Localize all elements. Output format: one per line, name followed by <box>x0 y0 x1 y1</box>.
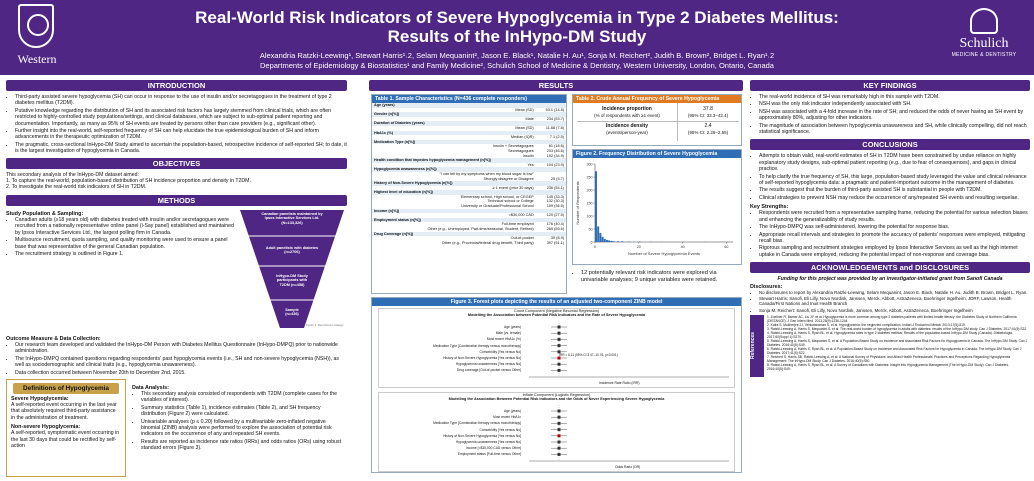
forest-count-title1: Count Component (Negative Binomial Regression) <box>513 309 600 313</box>
conclusion-bullet: • The results suggest that the burden of third-party assisted SH is substantial in people with T2DM. <box>759 187 1030 193</box>
table1-row-label: Out-of-pocket <box>510 236 534 241</box>
definitions-heading: Definitions of Hypoglycemia <box>13 383 119 394</box>
frequency-bar <box>608 240 610 242</box>
figure2-title: Figure 2. Frequency Distribution of Severe Hypoglycemia <box>573 150 741 158</box>
conclusion-bullet: • Attempts to obtain valid, real-world estimates of SH in T2DM have been constrained by undue reliance on highly explanatory study designs, sub-optimal patient reporting (e.g., due to fear of consequences), and gaps in clinical practice. <box>759 153 1030 172</box>
forest-marker <box>558 416 561 419</box>
definitions-box <box>6 379 126 477</box>
table2-divider <box>677 103 678 141</box>
forest-marker <box>558 434 561 437</box>
schulich-logo <box>946 8 1022 68</box>
univariable-note <box>572 270 740 285</box>
table1-row-value: 176 (40.4) <box>546 222 564 227</box>
table1-row-label: Insulin <box>522 153 534 158</box>
forest-row-label: Medication Type [Combination therapy versus monotherapy] <box>433 421 521 426</box>
poster-header <box>0 0 1034 75</box>
frequency-bar <box>610 241 612 242</box>
forest-marker <box>558 363 561 366</box>
y-tick-label: 250 <box>586 175 593 180</box>
affiliations: Departments of Epidemiology & Biostatistics¹ and Family Medicine², Schulich School of Medicine & Dentistry, Western University, London, Ontario, Canada <box>260 61 774 70</box>
strengths-title: Key Strengths: <box>750 204 789 211</box>
reference-item: 1. Zoellner R, Barner AC, Liu JY, et al. Hypoglycemia is more common among type 2 diabetes patients with limited health literacy: the Diabetes Study of Northern California (DISTANCE). J Gen Intern Med. 2013;28(9):1236-1244. <box>767 315 1017 324</box>
forest-row-label: Drug coverage [Out-of-pocket versus Other] <box>456 368 521 373</box>
references-block <box>750 315 1030 377</box>
strength-bullet: • The InHypo-DMPQ was self-administered, lowering the potential for response bias. <box>759 224 1030 230</box>
univariable-note-bullet: • 12 potentially relevant risk indicators were explored via univariable analyses; 9 unique variables were retained. <box>581 270 740 284</box>
key-findings-list <box>750 94 1030 135</box>
introduction-bullet: • Further insight into the real-world, self-reported frequency of SH can help elucidate the true epidemiological burden of SH and inform advancements in the therapeutic optimization of T2DM. <box>15 128 347 141</box>
reference-item: 4. Ratzki-Leewing A, Harris S, Ryan BL, et al. Hypoglycemia rates in type 2 diabetes mellitus: Results of the population-based InHypo-DM Study (Canada). Diabetologia. 2017;60(Suppl 1):S270. <box>767 331 1013 340</box>
table1-row-label: Yes <box>527 162 534 167</box>
table1-row-label: HbA1c (%) <box>372 131 536 136</box>
acknowledgements-heading: ACKNOWLEDGEMENTS and DISCLOSURES <box>750 262 1030 273</box>
author-list: Alexandria Ratzki-Leewing¹, Stewart Harris¹˒2, Selam Mequanint², Jason E. Black¹, Natalie H. Au¹, Sonja M. Reichert², Judith B. Brown², Bridget L. Ryan¹˒2 <box>259 51 775 60</box>
western-logo <box>8 4 66 68</box>
introduction-bullet: • Third-party assisted severe hypoglycemia (SH) can occur in response to the use of insulin and/or secretagogues in the treatment of type 2 diabetes mellitus (T2DM). <box>15 94 347 107</box>
forest-row-label: Comorbidity [Yes versus No] <box>479 349 521 354</box>
poster-title-line2: Results of the InHypo-DM Study <box>387 27 647 46</box>
forest-inflate-plot <box>529 405 729 465</box>
objectives-intro: This secondary analysis of the InHypo-DM dataset aimed: <box>6 171 139 178</box>
y-tick-label: 150 <box>586 201 593 206</box>
forest-row-label: Hypoglycemia unawareness [Yes versus No] <box>455 440 521 444</box>
y-tick-label: 200 <box>586 188 593 193</box>
x-axis-label: Number of Severe Hypoglycemia Events <box>627 251 701 256</box>
table1-row-label: History of Non-Severe Hypoglycemia (n[%]) <box>372 181 536 186</box>
western-logo-text: Western <box>17 52 57 66</box>
table1-row-value: 25 (5.7) <box>550 176 564 181</box>
table1-row-value: 236 (54.1) <box>546 185 564 190</box>
y-tick-label: 100 <box>586 214 593 219</box>
forest-marker <box>558 338 561 341</box>
forest-marker <box>558 332 561 335</box>
forest-row-label: Comorbidity [Yes versus No] <box>479 427 521 432</box>
forest-count-annotation: IRR = 6.11 (95% CI 3.47–10.76, p<0.001) <box>559 353 618 357</box>
reference-item: 2. Kalra S, Mukherjee JJ, Venkataraman S, et al. Hypoglycemia: the neglected complication. Indian J Endocrinol Metab. 2013;17(5):819. <box>767 323 966 328</box>
table2-box <box>572 94 742 146</box>
poster-title-line1: Real-World Risk Indicators of Severe Hypoglycemia in Type 2 Diabetes Mellitus: <box>195 8 839 27</box>
incidence-density-label: Incidence density <box>606 123 648 129</box>
severe-definition-text: A self-reported event occurring in the last year that absolutely required third-party assistance in the administration of treatment. <box>11 401 117 421</box>
table1-row-label: Highest level of education (n[%]) <box>372 190 536 195</box>
funnel-caption: Figure 1. Recruitment strategy <box>306 322 344 327</box>
table1-row-value: 260 (59.6) <box>546 227 564 232</box>
table1-row-label: Medication Type (n[%]) <box>372 140 536 145</box>
data-analysis-bullet: • Univariable analyses (p ≤ 0.20) followed by a multivariable zero-inflated negative binomial (ZINB) analysis were performed to explore the association of potential risk indicators on the occurrence of any and repeated SH events. <box>141 419 346 438</box>
key-finding-bullet: • The real-world incidence of SH was remarkably high in this sample with T2DM. <box>759 94 1030 100</box>
table1-row-label: Duration of Diabetes (years) <box>372 121 536 126</box>
strength-bullet: • Appropriate recall intervals and strategies to promote the accuracy of patients' responses were employed, mitigating recall bias. <box>759 232 1030 245</box>
objectives-heading: OBJECTIVES <box>6 158 347 169</box>
frequency-bar <box>613 241 615 242</box>
frequency-bar <box>639 241 641 242</box>
figure2-box <box>572 149 742 265</box>
table1-row-value: 397 (91.1) <box>546 240 564 245</box>
schulich-logo-subtext: MEDICINE & DENTISTRY <box>951 52 1017 58</box>
table1-row-value: 104 (23.9) <box>546 162 564 167</box>
table2-divider <box>577 121 739 122</box>
column-left <box>6 80 347 479</box>
forest-row-label: Medication Type [Combination therapy versus monotherapy] <box>433 343 521 348</box>
forest-plot-count <box>378 308 735 388</box>
table1-row-label: Other (e.g., Unemployed, Part-time/seasonal, Student, Retired) <box>427 227 534 232</box>
x-tick-label: 20 <box>636 245 641 249</box>
disclosure-bullet: • Stewart Harris: Sanofi, Eli Lilly, Novo Nordisk, Janssen, Merck, Abbott, AstraZeneca, Boehringer Ingelheim, JDRF, Lawson, Health Canada/First Nations and Inuit Health Branch <box>759 296 1030 307</box>
funnel-level-2: Adult panelists with diabetes (n=2706) <box>265 245 319 255</box>
reference-item: 7. Reichert S, Harris SB, Ratzki-Leewing A, et al. A National Survey of Physicians' and Allied Health Professionals' Practices and Perceptions Regarding Hypoglycemia Management: The InHypo-DM Study. Can J Diabetes. 2016;40(5):S50. <box>767 355 1011 364</box>
forest-inflate-title1: Inflate Component (Logistic Regression) <box>522 393 591 397</box>
table1-row-value: 203 (46.6) <box>546 148 564 153</box>
table1-row-label: Employment status (n[%]) <box>372 218 536 223</box>
nonsevere-definition-title: Non-severe Hypoglycemia: <box>11 424 81 431</box>
key-finding-bullet: • NSH was associated with a 4-fold increase in the rate of SH; and reduced the odds of never having an SH event by approximately 80%, adjusting for other indicators. <box>759 109 1030 122</box>
methods-heading: METHODS <box>6 195 347 206</box>
severe-definition-title: Severe Hypoglycemia: <box>11 395 69 402</box>
reference-item: 5. Ratzki-Leewing A, Harris S, Mequanint S, et al. A Population-Based Study on Incidence and Associated Risk Factors for Hypoglycemia in Canada: The InHypo-DM Study. Can J Diabetes. 2016;40(5):S49. <box>767 339 1028 348</box>
funnel-level-4: Sample (n=436) <box>285 307 299 317</box>
forest-marker <box>558 441 561 444</box>
table1-row-label: Gender (n[%]) <box>372 112 536 117</box>
reference-item: 8. Ratzki-Leewing A, Harris S, Ryan BL, et al. A Survey of Canadians with Diabetes: Insight into Hypoglycemia Management (The InHypo-DM Study). Can J Diabetes. 2016;40(5):S49. <box>767 363 1009 372</box>
forest-row-label: Male (vs. female) <box>495 331 521 336</box>
reference-item: 6. Ratzki-Leewing A, Harris S, Ryan BL, et al. A Population-Based Study on Incidence and Associated Risk Factors for Hypoglycemia in Canada: The InHypo-DM Study. Can J Diabetes. 2017;41(5):S22. <box>767 347 1022 356</box>
data-analysis-block <box>132 385 346 453</box>
forest-inflate-title2: Modelling the Association Between Potential Risk Indicators and the Odds of Never Experiencing Severe Hypoglycemia <box>448 397 665 402</box>
table1-row-label: University or Graduate/Professional School <box>461 204 534 209</box>
introduction-bullet: • The pragmatic, cross-sectional InHypo-DM Study aimed to ascertain the population-based, retrospective incidence of self-reported SH; to date, it is the largest investigation of hypoglycemia in Canada. <box>15 142 347 155</box>
table1-row-value: 11.68 (7.8) <box>545 125 564 130</box>
key-finding-bullet: • NSH was the only risk indicator independently associated with SH. <box>759 101 1030 107</box>
outcome-bullet: • Data collection occurred between November 20th to December 2nd, 2015. <box>15 370 347 376</box>
table1-row-label: Other (e.g., Provincial/federal drug benefit, Third party) <box>441 240 534 245</box>
forest-count-axis-label: Incidence Rate Ratio (IRR) <box>599 381 640 385</box>
table1-row-value: 53.1 (14.8) <box>545 107 564 112</box>
strengths-list <box>750 210 1030 258</box>
disclosure-bullet: • Sonja M. Reichert: Sanofi, Eli Lilly, Novo Nordisk, Janssen, Merck, Abbott, AstraZeneca, Boehringer Ingelheim <box>759 308 1030 313</box>
frequency-bar <box>599 233 601 242</box>
table1-row-label: Secretagogues <box>508 148 534 153</box>
incidence-density-value: 2.4 <box>704 123 712 129</box>
forest-row-label: Hypoglycemia unawareness [Yes versus No] <box>455 362 521 367</box>
western-crest-icon <box>18 4 54 48</box>
table1-row-label: "I can tell by my symptoms when my blood sugar is low" <box>439 171 534 176</box>
data-analysis-list <box>132 391 346 452</box>
table1-row-value: 120 (27.5) <box>546 213 564 218</box>
table1-row-label: Full-time employed <box>501 222 534 227</box>
forest-marker <box>558 422 561 425</box>
forest-count-plot <box>529 321 729 381</box>
incidence-proportion-value: 37.8 <box>703 106 713 112</box>
study-population-bullet: • Canadian adults (≥18 years old) with diabetes treated with insulin and/or secretagogues were recruited from a nationally representative online panel (i-Say panel) established and maintained by Ipsos Interactive Services Ltd., the largest polling firm in Canada. <box>15 217 234 236</box>
funnel-level-1: Canadian panelists maintained by Ipsos Interactive Services Ltd. (N=133,326) <box>261 211 323 226</box>
x-tick-label: 0 <box>594 245 596 249</box>
table1-row-value: 152 (34.9) <box>546 153 564 158</box>
table1-title: Table 1. Sample Characteristics (N=436 complete responders) <box>372 95 566 103</box>
figure3-box <box>371 297 742 473</box>
y-axis-label: Number of Respondents <box>575 181 580 225</box>
study-population-bullet: • The recruitment strategy is outlined in Figure 1. <box>15 251 234 257</box>
forest-marker <box>558 428 561 431</box>
forest-inflate-axis-label: Odds Ratio (OR) <box>615 465 641 469</box>
disclosures-list <box>750 290 1030 314</box>
incidence-proportion-sub: (% of respondents with ≥1 event) <box>594 113 660 118</box>
strength-bullet: • Respondents were recruited from a representative sampling frame, reducing the potential for various selection biases and enhancing the generalizability of study results. <box>759 210 1030 223</box>
table1-row-label: Elementary school, High school, or CEGEP <box>460 194 534 199</box>
frequency-bar <box>621 241 623 242</box>
introduction-heading: INTRODUCTION <box>6 80 347 91</box>
key-finding-bullet: • The magnitude of association between hypoglycemia unawareness and SH, while clinically compelling, did not reach statistical significance. <box>759 123 1030 136</box>
table1-row-label: Technical school or College <box>487 199 534 204</box>
table1-row-value: 132 (30.3) <box>546 199 564 204</box>
forest-row-label: Age (years) <box>503 325 521 329</box>
table1-row-value: 81 (18.6) <box>548 144 564 149</box>
forest-row-label: Most recent HbA1c <box>492 415 521 420</box>
conclusions-heading: CONCLUSIONS <box>750 139 1030 150</box>
study-population-bullet: • Multisource recruitment, quota sampling, and quality monitoring were used to ensure a panel base that was representative of the general Canadian population. <box>15 237 234 250</box>
forest-plot-inflate <box>378 392 735 472</box>
forest-row-label: Age (years) <box>503 409 521 413</box>
table1-row-label: Insulin + Secretagogues <box>492 144 534 149</box>
y-tick-label: 300 <box>586 162 593 167</box>
conclusion-bullet: • To help clarify the true frequency of SH, this large, population-based study leveraged the value and clinical relevance of self-reported hypoglycemia data: a pragmatic and patient-important outcome in the management of diabetes. <box>759 174 1030 187</box>
study-population-block <box>6 208 234 258</box>
frequency-bar <box>604 239 606 242</box>
x-tick-label: 60 <box>724 245 729 249</box>
frequency-bar <box>628 241 630 242</box>
study-population-title: Study Population & Sampling: <box>6 210 84 217</box>
references-list <box>764 315 1030 377</box>
table1-row-label: ≥ 1 event (prior 30 days) <box>492 185 534 190</box>
incidence-density-sub: (events/person-year) <box>606 130 648 135</box>
column-right <box>750 80 1030 377</box>
nonsevere-definition-text: A self-reported, symptomatic event occurring in the last 30 days that could be rectified by self-action <box>11 430 120 449</box>
forest-count-title2: Modelling the Association between Potential Risk Indicators and the Rate of Severe Hypoglycemia <box>467 313 646 318</box>
references-heading: References <box>750 315 764 377</box>
strength-bullet: • Rigorous sampling and recruitment strategies employed by Ipsos Interactive Services as well as the high internet uptake in Canada were employed, reducing the potential impact of non-response and coverage bias. <box>759 245 1030 258</box>
table1-row-label: Mean (SD) <box>515 107 534 112</box>
table1-row-label: Income (n[%]) <box>372 209 536 214</box>
forest-row-label: Most recent HbA1c (%) <box>486 337 521 342</box>
table1-row-label: Hypoglycemia unawareness (n[%]) <box>372 167 536 172</box>
table1-row-value: 159 (36.5) <box>546 204 564 209</box>
disclosures-title: Disclosures: <box>750 283 783 290</box>
forest-marker <box>558 453 561 456</box>
forest-marker <box>558 369 561 372</box>
outcome-list <box>6 342 347 376</box>
schulich-crest-icon <box>970 8 998 34</box>
table1-row-label: Age (years) <box>372 103 536 108</box>
frequency-bar-chart <box>573 158 741 262</box>
y-tick-label: 50 <box>588 227 593 232</box>
conclusion-bullet: • Clinical strategies to prevent NSH may reduce the occurrence of any/repeated SH events and resulting sequelae. <box>759 195 1030 201</box>
table1-row-label: Median (IQR) <box>510 135 534 140</box>
frequency-bar <box>606 240 608 242</box>
frequency-bar <box>597 226 599 242</box>
disclosure-bullet: • No disclosures to report by Alexandria Ratzki-Leewing, Selam Mequanint, Jason E. Black, Natalie H. Au, Judith B. Brown, Bridget L. Ryan. <box>759 290 1030 295</box>
conclusions-list <box>750 153 1030 201</box>
forest-row-label: History of Non-Severe Hypoglycemia [Yes versus No] <box>443 433 521 438</box>
introduction-list <box>6 94 347 155</box>
table1-row-label: <$30,000 CAD <box>508 213 534 218</box>
column-middle <box>369 80 743 473</box>
table1-row-value: 234 (53.7) <box>546 116 564 121</box>
forest-row-label: Employment status [Full-time versus Other] <box>457 452 521 457</box>
forest-marker <box>558 410 561 413</box>
table1-row-value: 145 (33.3) <box>546 194 564 199</box>
table1-row <box>372 241 566 246</box>
frequency-bar <box>617 241 619 242</box>
methods-bottom-block <box>6 379 347 479</box>
table1-box <box>371 94 567 294</box>
data-analysis-bullet: • Results are reported as incidence rate ratios (IRRs) and odds ratios (ORs) using robust standard errors (Figure 3). <box>141 439 346 452</box>
study-population-list <box>6 217 234 257</box>
table1 <box>372 103 566 245</box>
methods-sampling-block <box>6 208 347 333</box>
funnel-level-3: InHypo-DM Study participants with T2DM (n=458) <box>276 273 308 288</box>
forest-marker <box>558 344 561 347</box>
objective-item: 2. To investigate the real-world risk indicators of SH in T2DM. <box>6 184 147 191</box>
table1-row-label: Health condition that impedes hypoglycemia management (n[%]) <box>372 158 536 163</box>
x-tick-label: 40 <box>680 245 685 249</box>
outcome-title: Outcome Measure & Data Collection: <box>6 335 101 342</box>
funding-statement: Funding for this project was provided by an investigator-initiated grant from Sanofi Canada <box>777 276 1003 283</box>
outcome-bullet: • The InHypo-DMPQ contained questions regarding respondents' past hypoglycemia events (i.e., SH and non-severe hypoglycemia (NSH)), as well as sociodemographic and clinical traits (e.g., hypoglycemia unawareness). <box>15 356 347 369</box>
table1-row-label: Mean (SD) <box>515 125 534 130</box>
forest-row-label: Income [<$30,000 CAD versus Other] <box>465 446 521 451</box>
y-tick-label: 0 <box>590 240 593 245</box>
results-top-block <box>369 94 743 294</box>
authors-block <box>100 51 934 71</box>
table2-title: Table 2. Crude Annual Frequency of Severe Hypoglycemia <box>573 95 741 103</box>
forest-marker <box>558 447 561 450</box>
objective-item: 1. To capture the real-world, population-based distribution of SH incidence proportion and density in T2DM. <box>6 178 251 185</box>
reference-item: 3. Ratzki-Leewing A, Harris S, Mequanint S, et al. The real-world burden of hypoglycemia in adults with diabetes: results of the InHypo-DM study. Can J Diabetes. 2017;41(5):S22. <box>767 327 1028 332</box>
results-heading: RESULTS <box>369 80 743 91</box>
forest-marker <box>558 326 561 329</box>
table1-row-value: 7.1 (2.5) <box>549 135 564 140</box>
data-analysis-title: Data Analysis: <box>132 384 169 391</box>
introduction-bullet: • Putative knowledge regarding the distribution of SH and its associated risk factors has largely stemmed from clinical trials, which are often restricted to highly-controlled study populations/settings, and clinical databases, which are subject to sub-optimal patient reporting and documentation. Importantly, as many as 95% of SH events are treated by persons other than care providers (e.g., significant other). <box>15 108 347 127</box>
incidence-proportion-label: Incidence proportion <box>602 106 652 112</box>
incidence-density-ci: (95% CI: 2.26–2.55) <box>687 130 729 135</box>
frequency-bar <box>595 171 597 242</box>
schulich-logo-text: Schulich <box>959 36 1009 51</box>
data-analysis-bullet: • Summary statistics (Table 1), incidence estimates (Table 2), and SH frequency distribution (Figure 2) were calculated. <box>141 405 346 418</box>
key-findings-heading: KEY FINDINGS <box>750 80 1030 91</box>
table1-row-label: Drug Coverage (n[%]) <box>372 232 536 237</box>
table1-row-label: Male <box>525 116 534 121</box>
data-analysis-bullet: • This secondary analysis consisted of respondents with T2DM (complete cases for the variables of interest). <box>141 391 346 404</box>
table1-row-label: Strongly disagree or Disagree <box>483 176 534 181</box>
frequency-bar <box>602 237 604 242</box>
outcome-bullet: • Our research team developed and validated the InHypo-DM Person with Diabetes Mellitus Questionnaire (InHypo-DMPQ) prior to nationwide administration. <box>15 342 347 355</box>
figure3-title: Figure 3. Forest plots depicting the results of an adjusted two-component ZINB model <box>372 298 741 306</box>
table1-row-value: 39 (8.9) <box>550 236 564 241</box>
incidence-proportion-ci: (95% CI: 33.3–42.4) <box>687 113 729 118</box>
forest-row-label: History of Non-Severe Hypoglycemia [Yes versus No] <box>443 356 521 360</box>
